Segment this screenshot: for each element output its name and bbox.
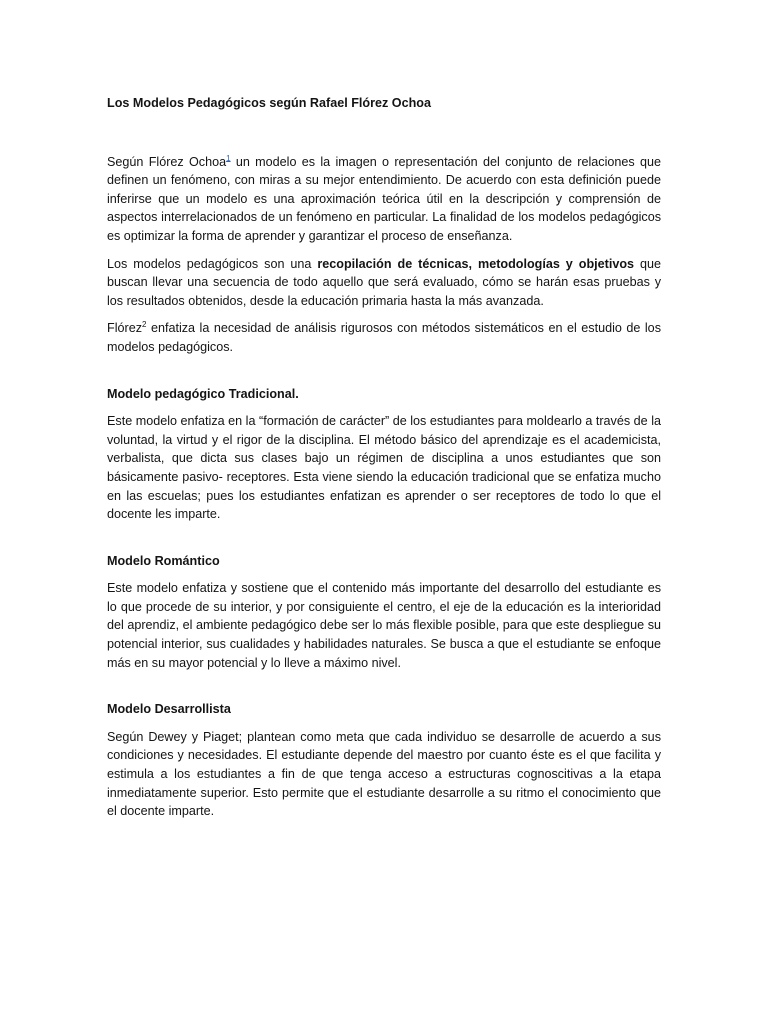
section-heading-tradicional: Modelo pedagógico Tradicional. [107,386,299,401]
intro-paragraph-1 [107,153,661,246]
section-heading-romantico: Modelo Romántico [107,553,220,568]
section-body-tradicional: Este modelo enfatiza en la “formación de carácter” de los estudiantes para moldearlo a través de la voluntad, la virtud y el rigor de la disciplina. El método básico del aprendizaje es el academicista, verbalista, que dicta sus clases bajo un régimen de disciplina a unos estudiantes que son básicamente pasivo- receptores. Esta viene siendo la educación tradicional que se enfatiza mucho en las escuelas; pues los estudiantes enfatizan es aprender o ser receptores de todo lo que el docente les imparte. [107,414,661,522]
section-heading-desarrollista: Modelo Desarrollista [107,702,231,717]
intro-p2-rest: que buscan llevar una secuencia de todo aquello que será evaluado, cómo se harán esas pruebas y los resultados obtenidos, desde la educación primaria hasta la más avanzada. [107,256,661,308]
intro-p3-rest: enfatiza la necesidad de análisis rigurosos con métodos sistemáticos en el estudio de los modelos pedagógicos. [107,321,661,354]
intro-p3-lead: Flórez [107,321,142,336]
section-body-desarrollista: Según Dewey y Piaget; plantean como meta que cada individuo se desarrolle de acuerdo a sus condiciones y necesidades. El estudiante depende del maestro por cuanto éste es el que facilita y estimula a los estudiantes a fin de que tenga acceso a estructuras cognoscitivas a la etapa inmediatamente superior. Esto permite que el estudiante desarrolle a su ritmo el conocimiento que el docente imparte. [107,729,661,819]
footnote-marker-2: 2 [142,320,147,330]
intro-paragraph-3 [107,319,661,356]
document-page [107,94,661,830]
intro-p2-lead: Los modelos pedagógicos son una [107,256,318,271]
intro-paragraph-2 [107,255,661,311]
intro-p2-emphasis: recopilación de técnicas, metodologías y objetivos [317,256,635,271]
intro-p1-rest: un modelo es la imagen o representación del conjunto de relaciones que definen un fenómeno, con miras a su mejor entendimiento. De acuerdo con esta definición puede inferirse que un modelo es una aproximación teórica útil en la descripción y comprensión de aspectos interrelacionados de un fenómeno en particular. La finalidad de los modelos pedagógicos es optimizar la forma de aprender y garantizar el proceso de enseñanza. [107,154,661,243]
footnote-link-1[interactable]: 1 [226,153,231,163]
section-body-romantico: Este modelo enfatiza y sostiene que el contenido más importante del desarrollo del estudiante es lo que procede de su interior, y por consiguiente el centro, el eje de la educación es la interioridad del aprendiz, el ambiente pedagógico debe ser lo más flexible posible, para que este despliegue su potencial interior, sus cualidades y habilidades naturales. Se busca a que el estudiante se enfoque más en su mayor potencial y lo lleve a máximo nivel. [107,581,661,670]
document-title: Los Modelos Pedagógicos según Rafael Flórez Ochoa [107,96,432,110]
intro-p1-lead: Según Flórez Ochoa [107,154,227,169]
